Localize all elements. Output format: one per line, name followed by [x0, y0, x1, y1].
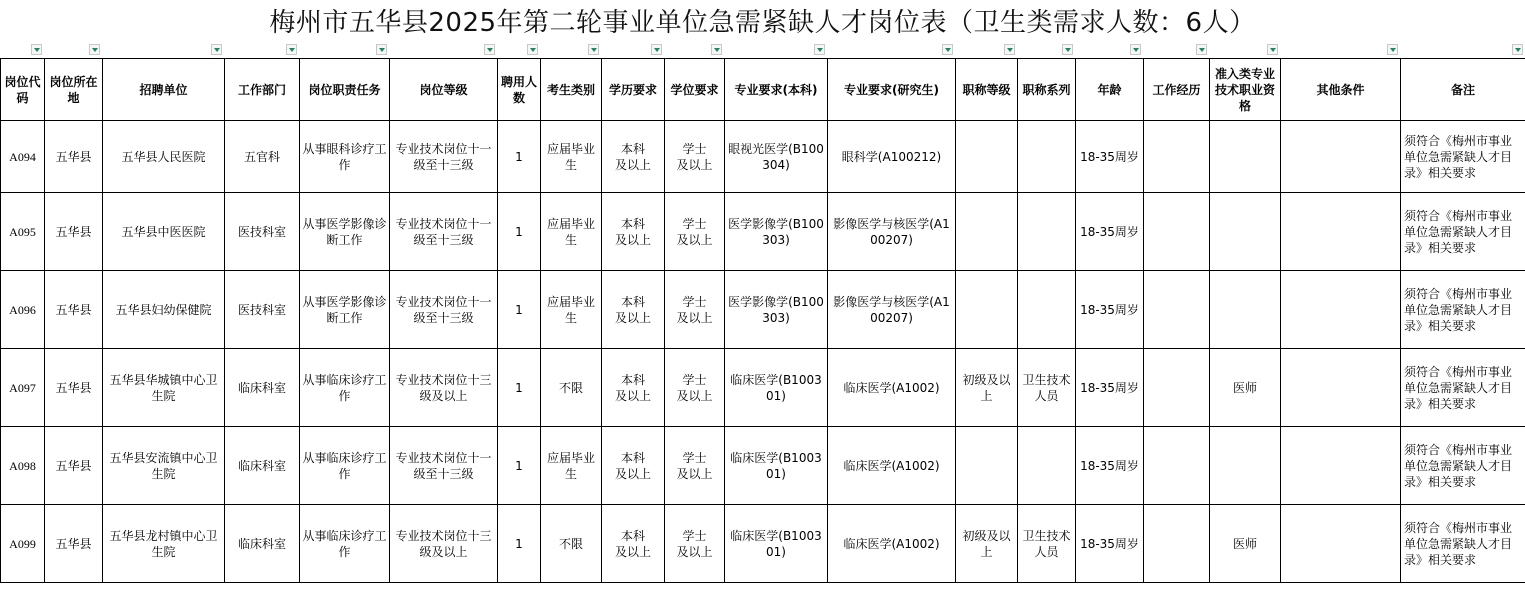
table-row — [1, 193, 1525, 271]
cell-headcount[interactable]: 1 — [498, 505, 541, 583]
cell-title-series[interactable] — [1018, 121, 1076, 193]
cell-title-series[interactable] — [1018, 193, 1076, 271]
cell-age[interactable]: 18-35周岁 — [1076, 349, 1144, 427]
filter-dropdown-work-experience-icon[interactable] — [1196, 44, 1207, 55]
cell-location[interactable]: 五华县 — [45, 349, 103, 427]
cell-remarks[interactable]: 须符合《梅州市事业单位急需紧缺人才目录》相关要求 — [1401, 505, 1525, 583]
column-header-title-series[interactable]: 职称系列 — [1018, 59, 1076, 121]
cell-education[interactable]: 本科 及以上 — [602, 505, 665, 583]
cell-work-experience[interactable] — [1144, 505, 1210, 583]
cell-degree[interactable]: 学士 及以上 — [665, 271, 725, 349]
cell-age[interactable]: 18-35周岁 — [1076, 121, 1144, 193]
cell-title-series[interactable] — [1018, 271, 1076, 349]
cell-work-experience[interactable] — [1144, 349, 1210, 427]
cell-title-level[interactable]: 初级及以上 — [956, 505, 1018, 583]
cell-title-level[interactable] — [956, 193, 1018, 271]
cell-location[interactable]: 五华县 — [45, 505, 103, 583]
cell-title-series[interactable]: 卫生技术人员 — [1018, 349, 1076, 427]
cell-position-code[interactable]: A096 — [1, 271, 45, 349]
cell-major-graduate[interactable]: 临床医学(A1002) — [828, 427, 956, 505]
cell-employer[interactable]: 五华县妇幼保健院 — [103, 271, 225, 349]
filter-dropdown-department-icon[interactable] — [286, 44, 297, 55]
cell-major-undergrad[interactable]: 眼视光医学(B100304) — [725, 121, 828, 193]
cell-other-conditions[interactable] — [1281, 505, 1401, 583]
cell-major-undergrad[interactable]: 医学影像学(B100303) — [725, 193, 828, 271]
filter-dropdown-other-conditions-icon[interactable] — [1387, 44, 1398, 55]
cell-duties[interactable]: 从事临床诊疗工作 — [300, 349, 390, 427]
cell-major-graduate[interactable]: 影像医学与核医学(A100207) — [828, 193, 956, 271]
cell-work-experience[interactable] — [1144, 193, 1210, 271]
cell-major-undergrad[interactable]: 临床医学(B100301) — [725, 505, 828, 583]
column-header-employer[interactable]: 招聘单位 — [103, 59, 225, 121]
column-header-headcount[interactable]: 聘用人数 — [498, 59, 541, 121]
column-header-title-level[interactable]: 职称等级 — [956, 59, 1018, 121]
column-header-education[interactable]: 学历要求 — [602, 59, 665, 121]
cell-position-code[interactable]: A098 — [1, 427, 45, 505]
cell-title-level[interactable]: 初级及以上 — [956, 349, 1018, 427]
filter-dropdown-education-icon[interactable] — [651, 44, 662, 55]
cell-employer[interactable]: 五华县龙村镇中心卫生院 — [103, 505, 225, 583]
table-row — [1, 121, 1525, 193]
column-header-duties[interactable]: 岗位职责任务 — [300, 59, 390, 121]
cell-remarks[interactable]: 须符合《梅州市事业单位急需紧缺人才目录》相关要求 — [1401, 271, 1525, 349]
cell-department[interactable]: 临床科室 — [225, 427, 300, 505]
cell-headcount[interactable]: 1 — [498, 427, 541, 505]
cell-education[interactable]: 本科 及以上 — [602, 121, 665, 193]
cell-degree[interactable]: 学士 及以上 — [665, 121, 725, 193]
cell-age[interactable]: 18-35周岁 — [1076, 427, 1144, 505]
cell-grade[interactable]: 专业技术岗位十三级及以上 — [390, 349, 498, 427]
filter-dropdown-major-graduate-icon[interactable] — [942, 44, 953, 55]
cell-grade[interactable]: 专业技术岗位十三级及以上 — [390, 505, 498, 583]
cell-work-experience[interactable] — [1144, 427, 1210, 505]
cell-degree[interactable]: 学士 及以上 — [665, 505, 725, 583]
cell-major-graduate[interactable]: 临床医学(A1002) — [828, 505, 956, 583]
cell-location[interactable]: 五华县 — [45, 121, 103, 193]
cell-department[interactable]: 临床科室 — [225, 349, 300, 427]
cell-headcount[interactable]: 1 — [498, 349, 541, 427]
cell-candidate-type[interactable]: 应届毕业生 — [541, 193, 602, 271]
cell-employer[interactable]: 五华县安流镇中心卫生院 — [103, 427, 225, 505]
cell-qualification[interactable] — [1210, 271, 1281, 349]
cell-other-conditions[interactable] — [1281, 271, 1401, 349]
filter-dropdown-major-undergrad-icon[interactable] — [814, 44, 825, 55]
cell-age[interactable]: 18-35周岁 — [1076, 193, 1144, 271]
cell-major-graduate[interactable]: 影像医学与核医学(A100207) — [828, 271, 956, 349]
cell-degree[interactable]: 学士 及以上 — [665, 427, 725, 505]
cell-title-level[interactable] — [956, 121, 1018, 193]
filter-dropdown-qualification-icon[interactable] — [1267, 44, 1278, 55]
column-header-position-code[interactable]: 岗位代码 — [1, 59, 45, 121]
cell-education[interactable]: 本科 及以上 — [602, 271, 665, 349]
filter-dropdown-location-icon[interactable] — [89, 44, 100, 55]
cell-department[interactable]: 五官科 — [225, 121, 300, 193]
cell-age[interactable]: 18-35周岁 — [1076, 271, 1144, 349]
cell-title-level[interactable] — [956, 271, 1018, 349]
filter-dropdown-employer-icon[interactable] — [211, 44, 222, 55]
cell-remarks[interactable]: 须符合《梅州市事业单位急需紧缺人才目录》相关要求 — [1401, 427, 1525, 505]
column-header-other-conditions[interactable]: 其他条件 — [1281, 59, 1401, 121]
cell-major-undergrad[interactable]: 临床医学(B100301) — [725, 349, 828, 427]
column-header-location[interactable]: 岗位所在地 — [45, 59, 103, 121]
filter-dropdown-title-level-icon[interactable] — [1004, 44, 1015, 55]
cell-work-experience[interactable] — [1144, 271, 1210, 349]
cell-education[interactable]: 本科 及以上 — [602, 349, 665, 427]
cell-qualification[interactable]: 医师 — [1210, 349, 1281, 427]
filter-dropdown-remarks-icon[interactable] — [1512, 44, 1523, 55]
table-row — [1, 349, 1525, 427]
column-header-grade[interactable]: 岗位等级 — [390, 59, 498, 121]
cell-education[interactable]: 本科 及以上 — [602, 193, 665, 271]
column-header-major-graduate[interactable]: 专业要求(研究生) — [828, 59, 956, 121]
column-header-major-undergrad[interactable]: 专业要求(本科) — [725, 59, 828, 121]
cell-location[interactable]: 五华县 — [45, 193, 103, 271]
column-header-remarks[interactable]: 备注 — [1401, 59, 1525, 121]
filter-dropdown-candidate-type-icon[interactable] — [588, 44, 599, 55]
filter-dropdown-degree-icon[interactable] — [711, 44, 722, 55]
cell-position-code[interactable]: A099 — [1, 505, 45, 583]
cell-qualification[interactable] — [1210, 193, 1281, 271]
cell-duties[interactable]: 从事医学影像诊断工作 — [300, 271, 390, 349]
cell-position-code[interactable]: A094 — [1, 121, 45, 193]
cell-duties[interactable]: 从事医学影像诊断工作 — [300, 193, 390, 271]
cell-education[interactable]: 本科 及以上 — [602, 427, 665, 505]
column-header-degree[interactable]: 学位要求 — [665, 59, 725, 121]
cell-candidate-type[interactable]: 应届毕业生 — [541, 427, 602, 505]
cell-location[interactable]: 五华县 — [45, 271, 103, 349]
cell-candidate-type[interactable]: 应届毕业生 — [541, 271, 602, 349]
cell-employer[interactable]: 五华县人民医院 — [103, 121, 225, 193]
cell-work-experience[interactable] — [1144, 121, 1210, 193]
cell-remarks[interactable]: 须符合《梅州市事业单位急需紧缺人才目录》相关要求 — [1401, 121, 1525, 193]
cell-grade[interactable]: 专业技术岗位十一级至十三级 — [390, 271, 498, 349]
cell-other-conditions[interactable] — [1281, 121, 1401, 193]
cell-remarks[interactable]: 须符合《梅州市事业单位急需紧缺人才目录》相关要求 — [1401, 193, 1525, 271]
positions-table — [0, 58, 1525, 583]
table-row — [1, 271, 1525, 349]
cell-major-undergrad[interactable]: 临床医学(B100301) — [725, 427, 828, 505]
column-header-department[interactable]: 工作部门 — [225, 59, 300, 121]
filter-dropdown-headcount-icon[interactable] — [527, 44, 538, 55]
cell-candidate-type[interactable]: 应届毕业生 — [541, 121, 602, 193]
filter-dropdown-grade-icon[interactable] — [484, 44, 495, 55]
table-row — [1, 427, 1525, 505]
cell-headcount[interactable]: 1 — [498, 271, 541, 349]
cell-candidate-type[interactable]: 不限 — [541, 349, 602, 427]
filter-row — [0, 44, 1525, 58]
cell-grade[interactable]: 专业技术岗位十一级至十三级 — [390, 193, 498, 271]
column-header-work-experience[interactable]: 工作经历 — [1144, 59, 1210, 121]
cell-title-series[interactable] — [1018, 427, 1076, 505]
cell-remarks[interactable]: 须符合《梅州市事业单位急需紧缺人才目录》相关要求 — [1401, 349, 1525, 427]
table-row — [1, 505, 1525, 583]
cell-qualification[interactable] — [1210, 121, 1281, 193]
cell-grade[interactable]: 专业技术岗位十一级至十三级 — [390, 121, 498, 193]
column-header-age[interactable]: 年龄 — [1076, 59, 1144, 121]
cell-title-series[interactable]: 卫生技术人员 — [1018, 505, 1076, 583]
filter-dropdown-title-series-icon[interactable] — [1062, 44, 1073, 55]
cell-duties[interactable]: 从事临床诊疗工作 — [300, 427, 390, 505]
cell-degree[interactable]: 学士 及以上 — [665, 193, 725, 271]
filter-dropdown-duties-icon[interactable] — [376, 44, 387, 55]
cell-major-graduate[interactable]: 眼科学(A100212) — [828, 121, 956, 193]
cell-other-conditions[interactable] — [1281, 193, 1401, 271]
cell-age[interactable]: 18-35周岁 — [1076, 505, 1144, 583]
column-header-qualification[interactable]: 准入类专业技术职业资格 — [1210, 59, 1281, 121]
cell-title-level[interactable] — [956, 427, 1018, 505]
cell-major-undergrad[interactable]: 医学影像学(B100303) — [725, 271, 828, 349]
cell-duties[interactable]: 从事眼科诊疗工作 — [300, 121, 390, 193]
cell-other-conditions[interactable] — [1281, 349, 1401, 427]
cell-department[interactable]: 医技科室 — [225, 193, 300, 271]
cell-qualification[interactable]: 医师 — [1210, 505, 1281, 583]
cell-headcount[interactable]: 1 — [498, 121, 541, 193]
cell-employer[interactable]: 五华县中医医院 — [103, 193, 225, 271]
cell-other-conditions[interactable] — [1281, 427, 1401, 505]
cell-grade[interactable]: 专业技术岗位十一级至十三级 — [390, 427, 498, 505]
column-header-candidate-type[interactable]: 考生类别 — [541, 59, 602, 121]
sheet-title: 梅州市五华县2025年第二轮事业单位急需紧缺人才岗位表（卫生类需求人数：6人） — [269, 8, 1256, 38]
cell-qualification[interactable] — [1210, 427, 1281, 505]
cell-headcount[interactable]: 1 — [498, 193, 541, 271]
cell-employer[interactable]: 五华县华城镇中心卫生院 — [103, 349, 225, 427]
cell-department[interactable]: 医技科室 — [225, 271, 300, 349]
cell-duties[interactable]: 从事临床诊疗工作 — [300, 505, 390, 583]
filter-dropdown-position-code-icon[interactable] — [31, 44, 42, 55]
header-row — [1, 59, 1525, 121]
cell-location[interactable]: 五华县 — [45, 427, 103, 505]
cell-position-code[interactable]: A095 — [1, 193, 45, 271]
cell-position-code[interactable]: A097 — [1, 349, 45, 427]
cell-degree[interactable]: 学士 及以上 — [665, 349, 725, 427]
filter-dropdown-age-icon[interactable] — [1130, 44, 1141, 55]
cell-major-graduate[interactable]: 临床医学(A1002) — [828, 349, 956, 427]
cell-candidate-type[interactable]: 不限 — [541, 505, 602, 583]
cell-department[interactable]: 临床科室 — [225, 505, 300, 583]
